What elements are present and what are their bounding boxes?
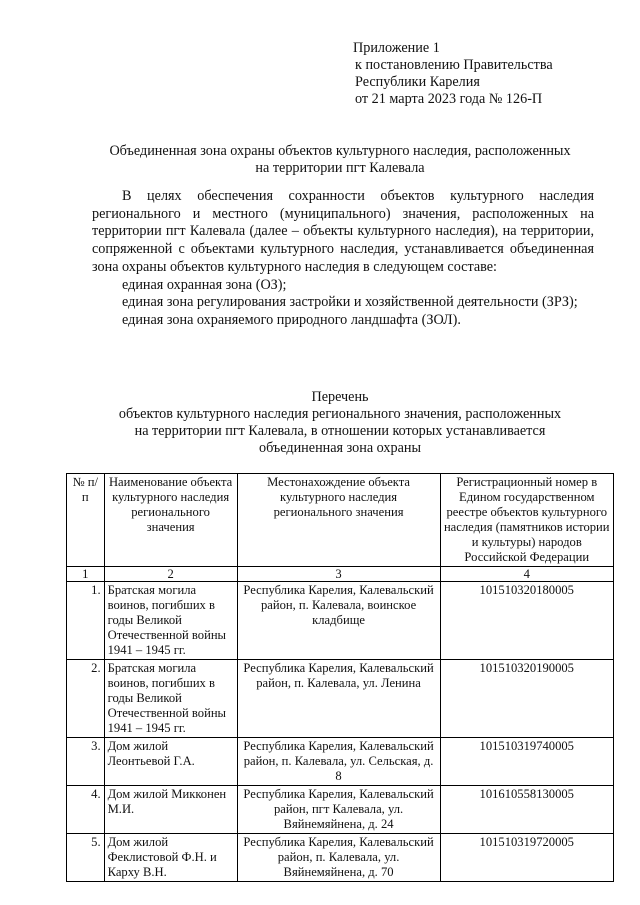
row-name: Братская могила воинов, погибших в годы Великой Отечественной войны 1941 – 1945 гг. bbox=[104, 582, 237, 660]
document-title-line: на территории пгт Калевала bbox=[255, 160, 425, 176]
row-number: 1. bbox=[67, 582, 105, 660]
list-title-line: на территории пгт Калевала, в отношении которых устанавливается bbox=[134, 423, 546, 439]
row-name: Дом жилой Леонтьевой Г.А. bbox=[104, 738, 237, 786]
document-title-line: Объединенная зона охраны объектов культурного наследия, расположенных bbox=[109, 143, 571, 159]
table-row bbox=[67, 786, 614, 834]
header-name: Наименование объекта культурного наследия регионального значения bbox=[104, 474, 237, 567]
column-number-row bbox=[67, 567, 614, 582]
appendix-resolution: к постановлению Правительства bbox=[355, 57, 553, 73]
list-title-line: объектов культурного наследия регионального значения, расположенных bbox=[118, 406, 562, 422]
row-location: Республика Карелия, Калевальский район, п. Калевала, ул. Сельская, д. 8 bbox=[237, 738, 440, 786]
appendix-republic: Республики Карелия bbox=[355, 74, 480, 90]
header-location: Местонахождение объекта культурного наследия регионального значения bbox=[237, 474, 440, 567]
appendix-date-number: от 21 марта 2023 года № 126-П bbox=[355, 91, 543, 107]
row-reg-number: 101610558130005 bbox=[440, 786, 614, 834]
row-location: Республика Карелия, Калевальский район, п. Калевала, ул. Ленина bbox=[237, 660, 440, 738]
list-title-line: объединенная зона охраны bbox=[258, 440, 422, 456]
header-number: № п/п bbox=[67, 474, 105, 567]
header-reg-number: Регистрационный номер в Едином государственном реестре объектов культурного наследия (памятников истории и культуры) народов Российской Федерации bbox=[440, 474, 614, 567]
row-location: Республика Карелия, Калевальский район, пгт Калевала, ул. Вяйнемяйнена, д. 24 bbox=[237, 786, 440, 834]
zone-item: единая зона охраняемого природного ландшафта (ЗОЛ). bbox=[122, 311, 461, 328]
list-title bbox=[60, 389, 620, 457]
row-number: 2. bbox=[67, 660, 105, 738]
row-reg-number: 101510319740005 bbox=[440, 738, 614, 786]
row-location: Республика Карелия, Калевальский район, п. Калевала, ул. Вяйнемяйнена, д. 70 bbox=[237, 834, 440, 882]
zone-item: единая охранная зона (ОЗ); bbox=[122, 276, 287, 293]
row-reg-number: 101510320190005 bbox=[440, 660, 614, 738]
table-row bbox=[67, 660, 614, 738]
table-row bbox=[67, 582, 614, 660]
row-location: Республика Карелия, Калевальский район, п. Калевала, воинское кладбище bbox=[237, 582, 440, 660]
intro-paragraph: В целях обеспечения сохранности объектов культурного наследия регионального и местного (муниципального) значения, расположенных на территории пгт Калевала (далее – объекты культурного наследия), на территории, сопряженной с объектами культурного наследия, устанавливается объединенная зона охраны объектов культурного наследия в следующем составе: bbox=[92, 188, 594, 275]
column-number: 3 bbox=[237, 567, 440, 582]
column-number: 4 bbox=[440, 567, 614, 582]
row-number: 5. bbox=[67, 834, 105, 882]
row-reg-number: 101510320180005 bbox=[440, 582, 614, 660]
row-name: Братская могила воинов, погибших в годы Великой Отечественной войны 1941 – 1945 гг. bbox=[104, 660, 237, 738]
row-number: 4. bbox=[67, 786, 105, 834]
appendix-block bbox=[355, 40, 553, 108]
row-name: Дом жилой Феклистовой Ф.Н. и Карху В.Н. bbox=[104, 834, 237, 882]
body-text bbox=[92, 188, 594, 330]
appendix-title: Приложение 1 bbox=[353, 40, 440, 56]
column-number: 2 bbox=[104, 567, 237, 582]
table-row bbox=[67, 738, 614, 786]
zone-item: единая зона регулирования застройки и хозяйственной деятельности (ЗРЗ); bbox=[122, 294, 578, 311]
document-title bbox=[60, 143, 620, 177]
row-name: Дом жилой Микконен М.И. bbox=[104, 786, 237, 834]
table-header-row bbox=[67, 474, 614, 567]
heritage-table bbox=[66, 473, 614, 882]
row-number: 3. bbox=[67, 738, 105, 786]
column-number: 1 bbox=[67, 567, 105, 582]
list-title-heading: Перечень bbox=[311, 389, 369, 405]
table-row bbox=[67, 834, 614, 882]
row-reg-number: 101510319720005 bbox=[440, 834, 614, 882]
